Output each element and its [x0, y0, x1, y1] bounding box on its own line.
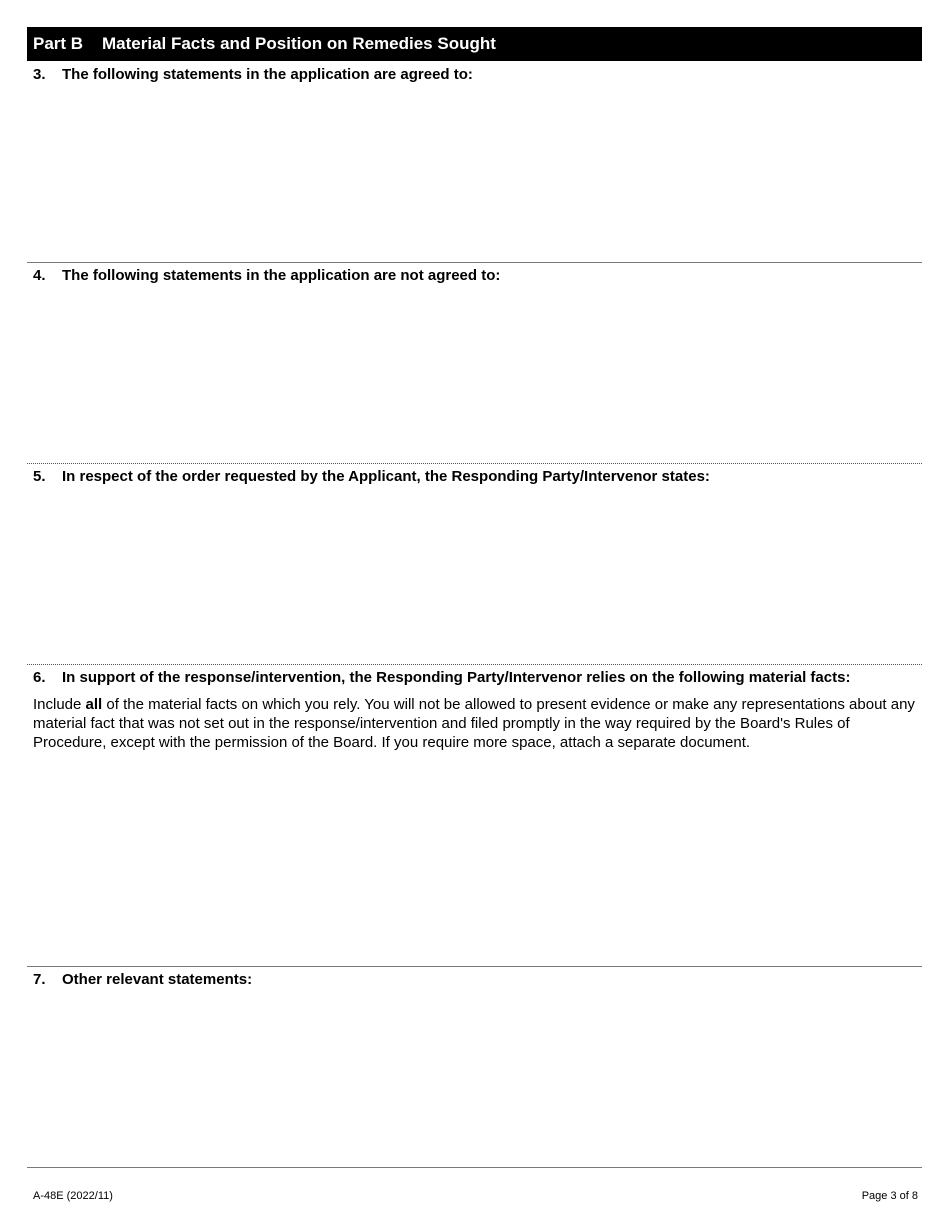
question-5-section [27, 468, 922, 656]
section-divider [27, 966, 922, 967]
section-divider [27, 664, 922, 665]
order-position-field[interactable] [27, 486, 922, 656]
part-title: Material Facts and Position on Remedies Sought [102, 34, 496, 53]
question-text: The following statements in the application are not agreed to: [62, 267, 501, 284]
question-number: 4. [33, 267, 46, 284]
material-facts-field[interactable] [27, 752, 922, 952]
section-divider [27, 262, 922, 263]
material-facts-instructions [27, 695, 917, 752]
part-b-header [27, 27, 922, 61]
question-7-section [27, 971, 922, 1159]
question-6-heading [27, 669, 922, 687]
question-3-heading [27, 66, 922, 84]
question-text: In support of the response/intervention, the Responding Party/Intervenor relies on the following material facts: [62, 669, 851, 686]
not-agreed-statements-field[interactable] [27, 285, 922, 455]
part-label: Part B [33, 34, 84, 53]
question-7-heading [27, 971, 922, 989]
question-6-section [27, 669, 922, 952]
section-divider [27, 1167, 922, 1168]
question-4-heading [27, 267, 922, 285]
form-id: A-48E (2022/11) [33, 1190, 113, 1202]
section-divider [27, 463, 922, 464]
question-text: The following statements in the application are agreed to: [62, 66, 473, 83]
question-number: 7. [33, 971, 46, 988]
question-text: Other relevant statements: [62, 971, 253, 988]
question-3-section [27, 66, 922, 254]
other-statements-field[interactable] [27, 989, 922, 1159]
question-number: 3. [33, 66, 46, 83]
question-text: In respect of the order requested by the Applicant, the Responding Party/Intervenor states: [62, 468, 710, 485]
instructions-emphasis: all [85, 696, 103, 713]
agreed-statements-field[interactable] [27, 84, 922, 254]
question-number: 5. [33, 468, 46, 485]
question-4-section [27, 267, 922, 455]
instructions-text: Include [33, 696, 86, 713]
instructions-text: of the material facts on which you rely. You will not be allowed to present evidence or make any representations about any material fact that was not set out in the response/intervention and filed promptly in the way required by the Board's Rules of Procedure, except with the permission of the Board. If you require more space, attach a separate document. [33, 696, 915, 751]
question-5-heading [27, 468, 922, 486]
question-number: 6. [33, 669, 46, 686]
page-number: Page 3 of 8 [861, 1190, 918, 1202]
